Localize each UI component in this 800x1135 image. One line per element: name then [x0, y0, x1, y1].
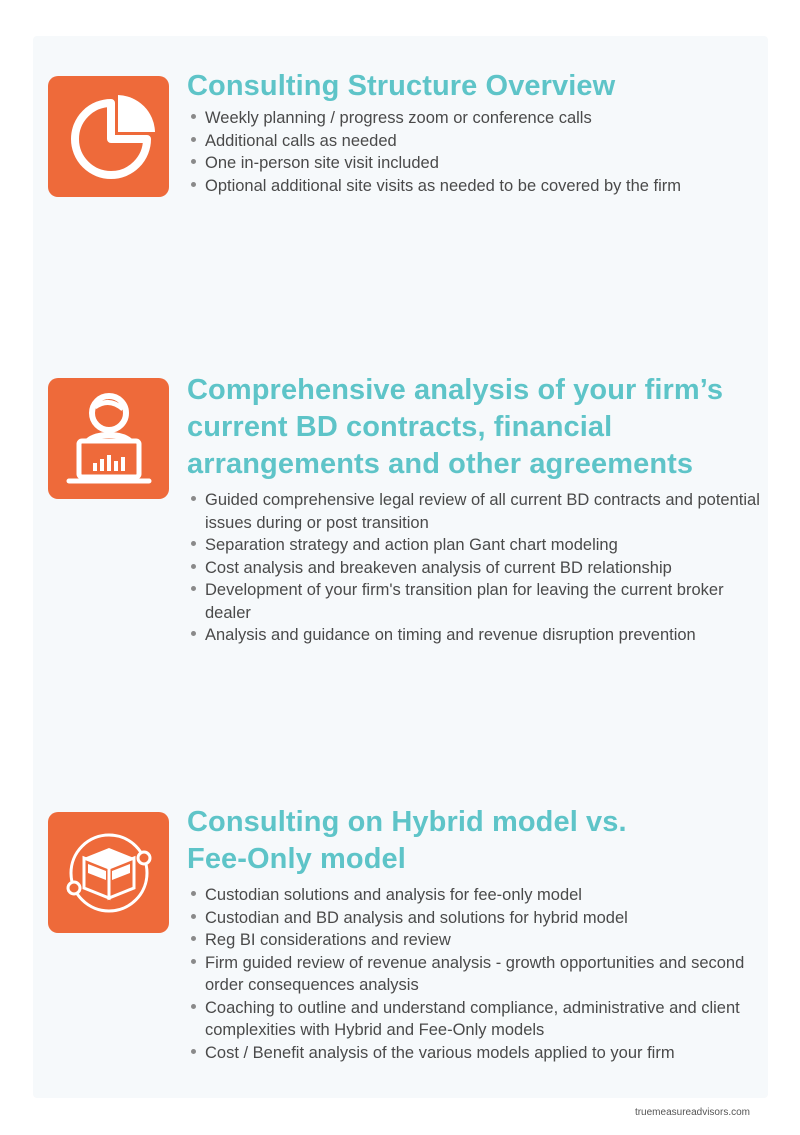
- footer-url: truemeasureadvisors.com: [634, 1107, 750, 1118]
- list-item: Cost / Benefit analysis of the various models applied to your firm: [187, 1042, 762, 1065]
- list-item: Reg BI considerations and review: [187, 929, 762, 952]
- list-item: Additional calls as needed: [187, 130, 762, 153]
- section-title: Consulting Structure Overview: [187, 70, 616, 102]
- person-laptop-icon: [48, 378, 169, 499]
- list-item: Cost analysis and breakeven analysis of current BD relationship: [187, 557, 762, 580]
- list-item: One in-person site visit included: [187, 152, 762, 175]
- section-title: Comprehensive analysis of your firm’s current BD contracts, financial arrangements and other agreements: [187, 374, 724, 480]
- bullet-list: [187, 884, 762, 1064]
- cube-orbit-icon: [48, 812, 169, 933]
- list-item: Coaching to outline and understand compliance, administrative and client complexities with Hybrid and Fee-Only models: [187, 997, 762, 1042]
- list-item: Guided comprehensive legal review of all current BD contracts and potential issues during or post transition: [187, 489, 762, 534]
- pie-chart-icon: [48, 76, 169, 197]
- content-panel: [33, 36, 768, 1098]
- list-item: Development of your firm's transition plan for leaving the current broker dealer: [187, 579, 762, 624]
- list-item: Analysis and guidance on timing and revenue disruption prevention: [187, 624, 762, 647]
- list-item: Firm guided review of revenue analysis - growth opportunities and second order consequences analysis: [187, 952, 762, 997]
- list-item: Separation strategy and action plan Gant chart modeling: [187, 534, 762, 557]
- bullet-list: [187, 489, 762, 647]
- section-title: Consulting on Hybrid model vs. Fee-Only model: [187, 806, 627, 875]
- list-item: Optional additional site visits as needed to be covered by the firm: [187, 175, 762, 198]
- list-item: Custodian solutions and analysis for fee-only model: [187, 884, 762, 907]
- list-item: Weekly planning / progress zoom or conference calls: [187, 107, 762, 130]
- bullet-list: [187, 107, 762, 197]
- list-item: Custodian and BD analysis and solutions for hybrid model: [187, 907, 762, 930]
